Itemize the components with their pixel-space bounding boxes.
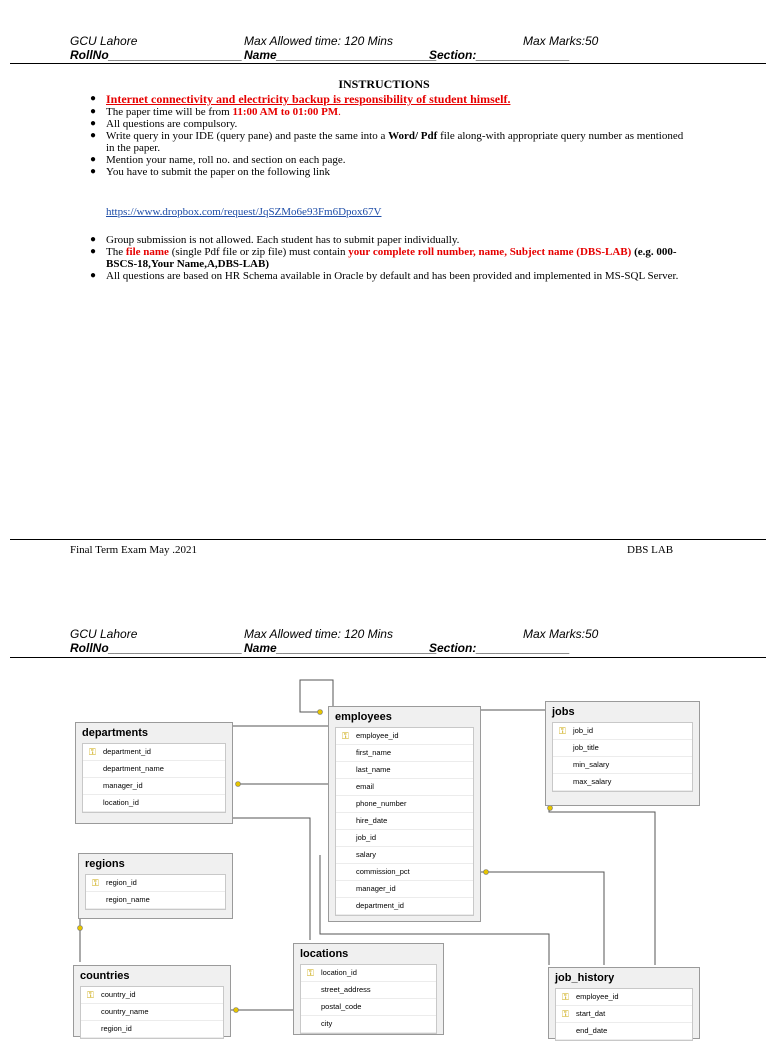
column-employee-id	[556, 989, 692, 1006]
key-icon: ⚿	[89, 747, 96, 757]
instruction-time-end: .	[338, 106, 341, 118]
column-label: hire_date	[356, 816, 388, 825]
column-salary	[336, 847, 473, 864]
column-job-id	[336, 830, 473, 847]
table-countries[interactable]	[73, 965, 231, 1037]
list-item: ● Group submission is not allowed. Each student has to submit paper individually.	[90, 234, 460, 246]
rollno-field: RollNo____________________	[70, 641, 243, 655]
column-label: job_id	[573, 726, 594, 735]
section-field: Section:______________	[429, 48, 570, 62]
section-field: Section:______________	[429, 641, 570, 655]
column-label: street_address	[321, 985, 371, 994]
column-manager-id	[336, 881, 473, 898]
instructions-title: INSTRUCTIONS	[338, 77, 430, 91]
column-location-id	[83, 795, 225, 812]
instruction-file-text-2: (single Pdf file or zip file) must contain	[168, 246, 349, 258]
column-label: phone_number	[356, 799, 407, 808]
column-label: department_id	[356, 901, 404, 910]
column-list	[552, 722, 693, 792]
table-departments[interactable]	[75, 722, 233, 824]
column-country-id	[81, 987, 223, 1004]
column-label: department_id	[103, 747, 151, 756]
column-label: region_id	[101, 1024, 132, 1033]
instruction-hr-schema: All questions are based on HR Schema available in Oracle by default and has been provided and implemented in MS-SQL Server.	[106, 270, 679, 282]
column-region-name	[86, 892, 225, 909]
column-department-name	[83, 761, 225, 778]
column-department-id	[336, 898, 473, 915]
instruction-group: Group submission is not allowed. Each student has to submit paper individually.	[106, 234, 460, 246]
key-icon: ⚿	[92, 878, 99, 888]
column-label: start_dat	[576, 1009, 606, 1018]
column-label: department_name	[103, 764, 164, 773]
list-item: ● You have to submit the paper on the following link	[90, 166, 331, 178]
column-email	[336, 779, 473, 796]
column-employee-id	[336, 728, 473, 745]
column-list	[80, 986, 224, 1039]
institution-label: GCU Lahore	[70, 34, 138, 48]
list-item: ● All questions are based on HR Schema available in Oracle by default and has been provided and implemented in MS-SQL Server.	[90, 270, 679, 282]
column-label: manager_id	[103, 781, 143, 790]
column-label: email	[356, 782, 374, 791]
instruction-compulsory: All questions are compulsory.	[106, 118, 238, 130]
column-last-name	[336, 762, 473, 779]
key-icon: ⚿	[307, 968, 314, 978]
column-job-title	[553, 740, 692, 757]
column-country-name	[81, 1004, 223, 1021]
time-label: Max Allowed time: 120 Mins	[244, 34, 393, 48]
instruction-time-text: The paper time will be from	[106, 106, 233, 118]
instruction-file-name: file name	[125, 246, 169, 258]
column-list	[335, 727, 474, 916]
key-icon: ⚿	[87, 990, 94, 1000]
instruction-query-end: file along-with appropriate query number as mentioned in the paper.	[106, 130, 684, 154]
column-job-id	[553, 723, 692, 740]
key-icon: ⚿	[562, 1009, 569, 1019]
column-region-id	[86, 875, 225, 892]
column-label: commission_pct	[356, 867, 410, 876]
key-icon: ⚿	[559, 726, 566, 736]
table-title: jobs	[552, 706, 575, 718]
column-label: manager_id	[356, 884, 396, 893]
column-label: salary	[356, 850, 377, 859]
column-start-date	[556, 1006, 692, 1023]
footer-right: DBS LAB	[627, 544, 674, 556]
name-field: Name________________________	[244, 48, 437, 62]
column-location-id	[301, 965, 436, 982]
instruction-internet: Internet connectivity and electricity backup is responsibility of student himself.	[106, 92, 511, 106]
instruction-query-text: Write query in your IDE (query pane) and paste the same into a	[106, 130, 389, 142]
table-regions[interactable]	[78, 853, 233, 919]
marks-label: Max Marks:50	[523, 34, 599, 48]
table-title: job_history	[555, 972, 615, 984]
column-label: min_salary	[573, 760, 610, 769]
list-item: ● Write query in your IDE (query pane) and paste the same into a Word/ Pdf file along-with appropriate query number as mentioned in the paper.	[90, 130, 684, 154]
column-label: region_id	[106, 878, 137, 887]
column-city	[301, 1016, 436, 1033]
list-item: ● The file name (single Pdf file or zip file) must contain your complete roll number, name, Subject name (DBS-LAB) (e.g. 000-BSCS-18,Your Name,A,DBS-LAB)	[90, 246, 677, 270]
instruction-query-format: Word/ Pdf	[388, 130, 438, 142]
column-label: location_id	[103, 798, 139, 807]
column-list	[82, 743, 226, 813]
list-item: ● Internet connectivity and electricity backup is responsibility of student himself.	[90, 92, 511, 106]
table-job-history[interactable]	[548, 967, 700, 1039]
key-icon: ⚿	[562, 992, 569, 1002]
column-list	[555, 988, 693, 1041]
column-street-address	[301, 982, 436, 999]
table-employees[interactable]	[328, 706, 481, 922]
instruction-submit: You have to submit the paper on the following link	[106, 166, 331, 178]
table-title: countries	[80, 970, 130, 982]
table-title: locations	[300, 948, 349, 960]
list-item: ● The paper time will be from 11:00 AM to 01:00 PM.	[90, 106, 341, 118]
column-department-id	[83, 744, 225, 761]
column-list	[85, 874, 226, 910]
time-label: Max Allowed time: 120 Mins	[244, 627, 393, 641]
column-label: region_name	[106, 895, 150, 904]
footer-left: Final Term Exam May .2021	[70, 544, 198, 556]
column-label: max_salary	[573, 777, 612, 786]
column-label: country_name	[101, 1007, 149, 1016]
table-title: departments	[82, 727, 149, 739]
column-label: last_name	[356, 765, 391, 774]
instruction-mention: Mention your name, roll no. and section on each page.	[106, 154, 346, 166]
column-phone-number	[336, 796, 473, 813]
column-label: city	[321, 1019, 333, 1028]
institution-label: GCU Lahore	[70, 627, 138, 641]
column-manager-id	[83, 778, 225, 795]
column-label: employee_id	[576, 992, 619, 1001]
column-label: employee_id	[356, 731, 399, 740]
table-locations[interactable]	[293, 943, 444, 1035]
column-commission-pct	[336, 864, 473, 881]
table-jobs[interactable]	[545, 701, 700, 806]
column-max-salary	[553, 774, 692, 791]
column-label: country_id	[101, 990, 136, 999]
column-label: end_date	[576, 1026, 608, 1035]
column-label: job_title	[573, 743, 599, 752]
column-min-salary	[553, 757, 692, 774]
column-label: job_id	[356, 833, 377, 842]
rollno-field: RollNo____________________	[70, 48, 243, 62]
column-hire-date	[336, 813, 473, 830]
instruction-file-contents: your complete roll number, name, Subject name (DBS-LAB)	[348, 246, 632, 258]
column-label: first_name	[356, 748, 392, 757]
instruction-file-text: The	[106, 246, 126, 258]
column-label: location_id	[321, 968, 357, 977]
instruction-file-example: (e.g. 000-BSCS-18,Your Name,A,DBS-LAB)	[106, 246, 677, 270]
dropbox-link[interactable]: https://www.dropbox.com/request/JqSZMo6e93Fm6Dpox67V	[106, 206, 382, 218]
key-icon: ⚿	[342, 731, 349, 741]
marks-label: Max Marks:50	[523, 627, 599, 641]
column-postal-code	[301, 999, 436, 1016]
list-item: ● Mention your name, roll no. and section on each page.	[90, 154, 346, 166]
table-title: regions	[85, 858, 125, 870]
instruction-time-value: 11:00 AM to 01:00 PM	[232, 106, 339, 118]
column-label: postal_code	[321, 1002, 362, 1011]
column-end-date	[556, 1023, 692, 1040]
table-title: employees	[335, 711, 392, 723]
list-item: ● All questions are compulsory.	[90, 118, 238, 130]
name-field: Name________________________	[244, 641, 437, 655]
column-first-name	[336, 745, 473, 762]
